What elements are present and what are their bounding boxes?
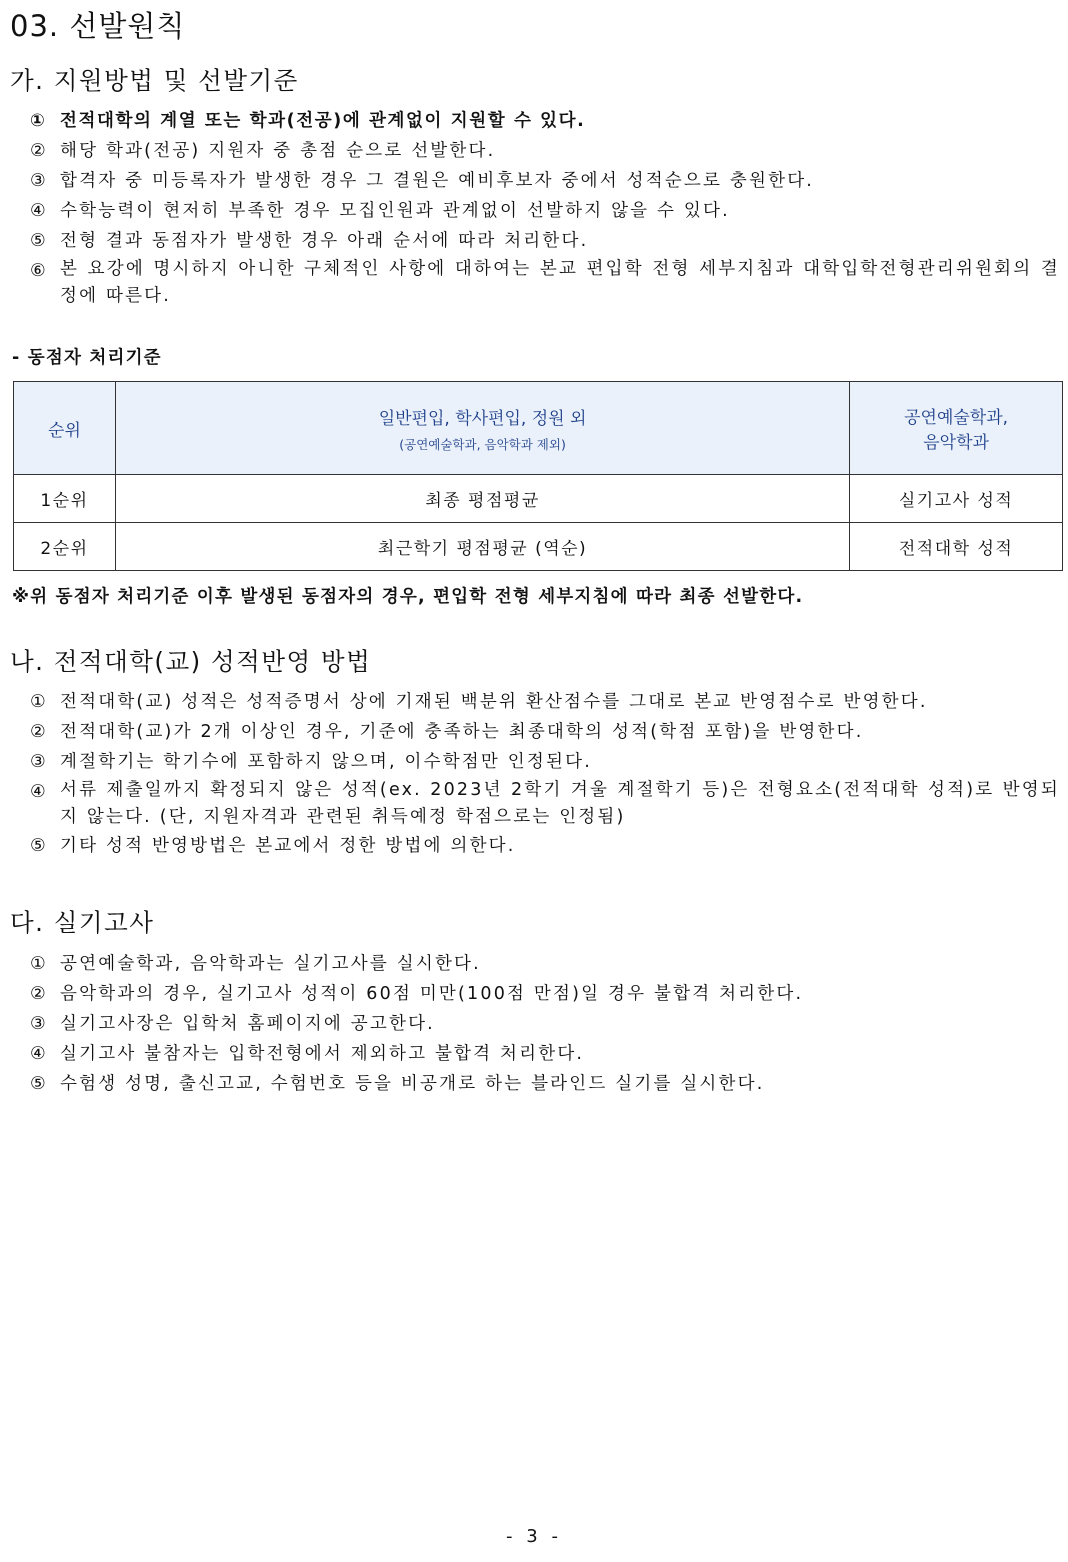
- tie-criteria-table: [13, 381, 1063, 571]
- section-heading-na: 나. 전적대학(교) 성적반영 방법: [10, 647, 372, 676]
- page-number: - 3 -: [506, 1526, 562, 1547]
- item-text: 실기고사 불참자는 입학전형에서 제외하고 불합격 처리한다.: [60, 1044, 585, 1064]
- item-number: ①: [30, 111, 47, 131]
- list-item: [30, 166, 1060, 196]
- item-text: 전적대학(교) 성적은 성적증명서 상에 기재된 백분위 환산점수를 그대로 본교 반영점수로 반영한다.: [60, 692, 928, 712]
- list-item: [30, 1039, 1060, 1069]
- item-text: 전형 결과 동점자가 발생한 경우 아래 순서에 따라 처리한다.: [60, 231, 589, 251]
- item-text: 계절학기는 학기수에 포함하지 않으며, 이수학점만 인정된다.: [60, 752, 592, 772]
- item-text: 실기고사장은 입학처 홈페이지에 공고한다.: [60, 1014, 435, 1034]
- item-number: ③: [30, 752, 48, 772]
- item-number: ④: [30, 782, 48, 802]
- item-text: 음악학과의 경우, 실기고사 성적이 60점 미만(100점 만점)일 경우 불합격 처리한다.: [60, 984, 804, 1004]
- list-item: [30, 196, 1060, 226]
- table-row: [14, 475, 1063, 523]
- section-na-list: [30, 687, 1060, 861]
- list-item: [30, 979, 1060, 1009]
- item-number: ④: [30, 1044, 48, 1064]
- tie-criteria-note: ※위 동점자 처리기준 이후 발생된 동점자의 경우, 편입학 전형 세부지침에 따라 최종 선발한다.: [12, 587, 804, 607]
- item-number: ②: [30, 141, 48, 161]
- item-number: ②: [30, 984, 48, 1004]
- list-item: [30, 687, 1060, 717]
- list-item: [30, 106, 1060, 136]
- list-item: [30, 226, 1060, 256]
- cell-general: 최근학기 평점평균 (역순): [115, 523, 849, 571]
- item-number: ③: [30, 171, 48, 191]
- list-item: [30, 777, 1060, 831]
- section-heading-da: 다. 실기고사: [10, 908, 155, 937]
- item-text: 수학능력이 현저히 부족한 경우 모집인원과 관계없이 선발하지 않을 수 있다.: [60, 201, 730, 221]
- item-text: 전적대학의 계열 또는 학과(전공)에 관계없이 지원할 수 있다.: [60, 111, 586, 131]
- list-item: [30, 136, 1060, 166]
- cell-rank: 2순위: [14, 523, 116, 571]
- section-heading-ga: 가. 지원방법 및 선발기준: [10, 66, 299, 95]
- column-header-rank: 순위: [14, 382, 116, 475]
- item-text: 본 요강에 명시하지 아니한 구체적인 사항에 대하여는 본교 편입학 전형 세부지침과 대학입학전형관리위원회의 결정에 따른다.: [60, 259, 1060, 306]
- cell-rank: 1순위: [14, 475, 116, 523]
- table-row: [14, 523, 1063, 571]
- tie-criteria-heading: - 동점자 처리기준: [12, 348, 162, 368]
- page-title: 03. 선발원칙: [10, 9, 186, 43]
- column-header-arts: [850, 382, 1063, 475]
- list-item: [30, 256, 1060, 310]
- list-item: [30, 717, 1060, 747]
- column-header-general-label: 일반편입, 학사편입, 정원 외: [378, 408, 587, 429]
- item-text: 기타 성적 반영방법은 본교에서 정한 방법에 의한다.: [60, 836, 516, 856]
- item-number: ⑤: [30, 836, 48, 856]
- column-header-arts-line2: 음악학과: [923, 433, 989, 453]
- list-item: [30, 831, 1060, 861]
- item-number: ①: [30, 692, 48, 712]
- item-text: 서류 제출일까지 확정되지 않은 성적(ex. 2023년 2학기 겨울 계절학기 등)은 전형요소(전적대학 성적)로 반영되지 않는다. (단, 지원자격과 관련된 취득예정 학점으로는 인정됨): [60, 780, 1060, 827]
- list-item: [30, 747, 1060, 777]
- item-text: 해당 학과(전공) 지원자 중 총점 순으로 선발한다.: [60, 141, 496, 161]
- section-ga-list: [30, 106, 1060, 310]
- item-number: ①: [30, 954, 48, 974]
- table-header-row: [14, 382, 1063, 475]
- cell-general: 최종 평점평균: [115, 475, 849, 523]
- item-number: ③: [30, 1014, 48, 1034]
- cell-arts: 실기고사 성적: [850, 475, 1063, 523]
- list-item: [30, 1069, 1060, 1099]
- column-header-arts-line1: 공연예술학과,: [904, 408, 1009, 428]
- section-da-list: [30, 949, 1060, 1099]
- item-text: 수험생 성명, 출신고교, 수험번호 등을 비공개로 하는 블라인드 실기를 실시한다.: [60, 1074, 765, 1094]
- item-text: 합격자 중 미등록자가 발생한 경우 그 결원은 예비후보자 중에서 성적순으로 충원한다.: [60, 171, 815, 191]
- list-item: [30, 949, 1060, 979]
- item-number: ②: [30, 722, 48, 742]
- item-number: ⑤: [30, 1074, 48, 1094]
- item-number: ⑤: [30, 231, 48, 251]
- list-item: [30, 1009, 1060, 1039]
- item-text: 공연예술학과, 음악학과는 실기고사를 실시한다.: [60, 954, 481, 974]
- item-text: 전적대학(교)가 2개 이상인 경우, 기준에 충족하는 최종대학의 성적(학점 포함)을 반영한다.: [60, 722, 864, 742]
- cell-arts: 전적대학 성적: [850, 523, 1063, 571]
- column-header-general: [115, 382, 849, 475]
- item-number: ⑥: [30, 261, 48, 281]
- item-number: ④: [30, 201, 48, 221]
- column-header-general-note: (공연예술학과, 음악학과 제외): [399, 436, 566, 452]
